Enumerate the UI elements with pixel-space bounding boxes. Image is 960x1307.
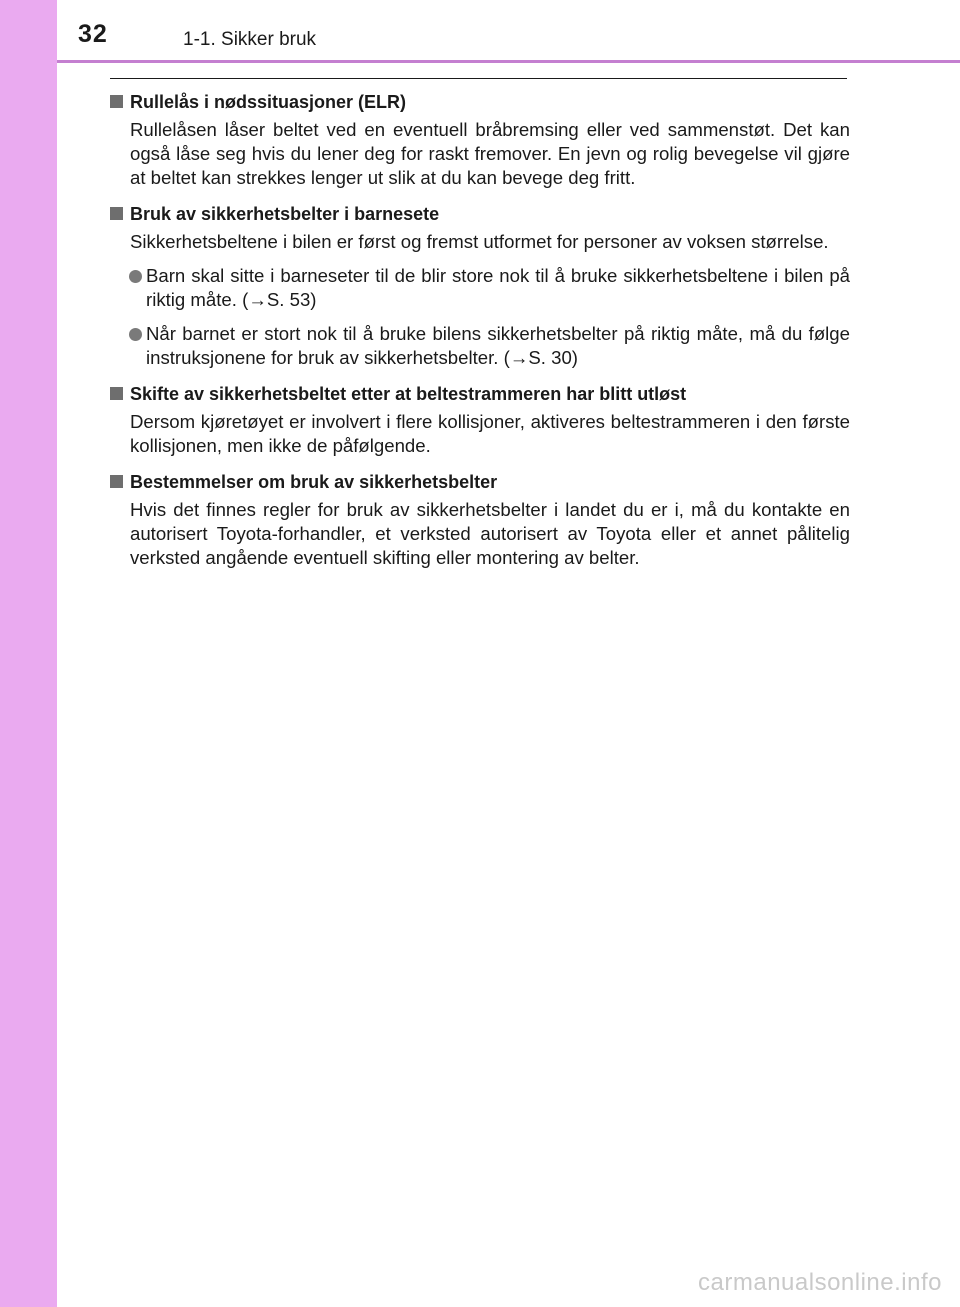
section-paragraph: Rullelåsen låser beltet ved en eventuell bråbremsing eller ved sammenstøt. Det kan også låse seg hvis du lener deg for raskt fremover. En jevn og rolig bevegelse vil gjøre at beltet kan strekkes lenger ut slik at du kan bevege deg fritt. (130, 119, 850, 188)
square-bullet-icon (110, 95, 123, 108)
section-heading (110, 202, 850, 226)
square-bullet-icon (110, 207, 123, 220)
section-elr (110, 90, 850, 190)
watermark: carmanualsonline.info (698, 1269, 942, 1296)
list-item-text: Når barnet er stort nok til å bruke bilens sikkerhetsbelter på riktig måte, må du følge instruksjonene for bruk av sikkerhetsbelter. (→S. 30) (146, 323, 850, 368)
section-title: 1-1. Sikker bruk (183, 29, 317, 50)
circle-bullet-icon (129, 270, 142, 283)
section-pretensioner (110, 382, 850, 458)
content-divider (110, 78, 847, 79)
section-regulations (110, 470, 850, 570)
section-child-seat (110, 202, 850, 370)
sidebar-tab (0, 0, 57, 1307)
heading-text: Rullelås i nødssituasjoner (ELR) (130, 92, 407, 112)
list-item-text: Barn skal sitte i barneseter til de blir store nok til å bruke sikkerhetsbeltene i bilen på riktig måte. (→S. 53) (146, 265, 850, 310)
section-heading (110, 90, 850, 114)
section-paragraph: Sikkerhetsbeltene i bilen er først og fremst utformet for personer av voksen størrelse. (130, 231, 829, 252)
heading-text: Skifte av sikkerhetsbeltet etter at beltestrammeren har blitt utløst (130, 384, 687, 404)
page-content (110, 90, 850, 582)
section-heading (110, 382, 850, 406)
section-heading (110, 470, 850, 494)
header-divider (57, 60, 960, 63)
heading-text: Bruk av sikkerhetsbelter i barnesete (130, 204, 440, 224)
section-paragraph: Hvis det finnes regler for bruk av sikkerhetsbelter i landet du er i, må du kontakte en autorisert Toyota-forhandler, et verksted autorisert av Toyota eller et annet pålitelig verksted angående eventuell skifting eller montering av belter. (130, 499, 850, 568)
heading-text: Bestemmelser om bruk av sikkerhetsbelter (130, 472, 498, 492)
page-number: 32 (78, 20, 108, 48)
square-bullet-icon (110, 475, 123, 488)
list-item (110, 322, 850, 370)
square-bullet-icon (110, 387, 123, 400)
circle-bullet-icon (129, 328, 142, 341)
section-paragraph: Dersom kjøretøyet er involvert i flere kollisjoner, aktiveres beltestrammeren i den første kollisjonen, men ikke de påfølgende. (130, 411, 850, 456)
list-item (110, 264, 850, 312)
